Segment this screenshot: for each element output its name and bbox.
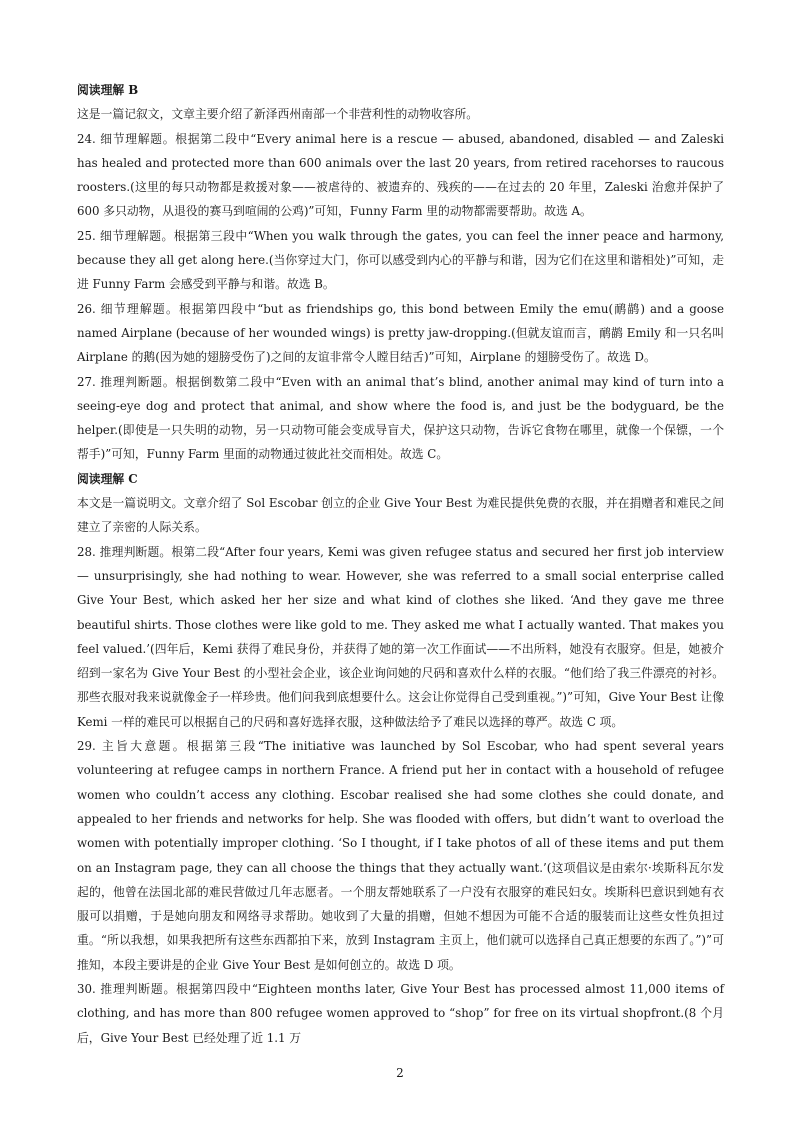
answer-25: 25. 细节理解题。根据第三段中“When you walk through the gates, you can feel the inner peace and harmony, because they all get along here.(当你穿过大门，你可以感受到内心的平静与和谐，因为它们在这里和谐相处)”可知，走进 Funny Farm 会感受到平静与和谐。故选 B。	[77, 228, 724, 292]
section-heading: 阅读理解 B	[77, 83, 139, 97]
page-number: 2	[396, 1066, 404, 1080]
answer-26: 26. 细节理解题。根据第四段中“but as friendships go, this bond between Emily the emu(鸸鹋) and a goose named Airplane (because of her wounded wings) is pretty jaw-dropping.(但就友谊而言，鸸鹋 Emily 和一只名叫 Airplane 的鹅(因为她的翅膀受伤了)之间的友谊非常令人瞠目结舌)”可知，Airplane 的翅膀受伤了。故选 D。	[77, 301, 724, 365]
answer-24: 24. 细节理解题。根据第二段中“Every animal here is a rescue — abused, abandoned, disabled — and Zaleski has healed and protected more than 600 animals over the last 20 years, from retired racehorses to raucous roosters.(这里的每只动物都是救援对象——被虐待的、被遗弃的、残疾的——在过去的 20 年里，Zaleski 治愈并保护了 600 多只动物，从退役的赛马到喧闹的公鸡)”可知，Funny Farm 里的动物都需要帮助。故选 A。	[77, 131, 724, 219]
section-reading-c	[77, 467, 724, 1050]
answer-29: 29. 主旨大意题。根据第三段“The initiative was launched by Sol Escobar, who had spent several years volunteering at refugee camps in northern France. A friend put her in contact with a household of refugee women who couldn’t access any clothing. Escobar realised she had some clothes she could donate, and appealed to her friends and networks for help. She was flooded with offers, but didn’t want to overload the women with potentially improper clothing. ‘So I thought, if I take photos of all of these items and put them on an Instagram page, they can all choose the things that they actually want.’(这项倡议是由索尔·埃斯科瓦尔发起的，他曾在法国北部的难民营做过几年志愿者。一个朋友帮她联系了一户没有衣服穿的难民妇女。埃斯科巴意识到她有衣服可以捐赠，于是她向朋友和网络寻求帮助。她收到了大量的捐赠，但她不想因为可能不合适的服装而让这些女性负担过重。“所以我想，如果我把所有这些东西都拍下来，放到 Instagram 主页上，他们就可以选择自己真正想要的东西了。”)”可推知，本段主要讲是的企业 Give Your Best 是如何创立的。故选 D 项。	[77, 739, 724, 972]
page-content	[77, 78, 724, 1050]
answer-28: 28. 推理判断题。根第二段“After four years, Kemi was given refugee status and secured her first job interview — unsurprisingly, she had nothing to wear. However, she was referred to a small social enterprise called Give Your Best, which asked her her size and what kind of clothes she liked. ‘And they gave me three beautiful shirts. Those clothes were like gold to me. They asked me what I actually wanted. That makes you feel valued.’(四年后，Kemi 获得了难民身份，并获得了她的第一次工作面试——不出所料，她没有衣服穿。但是，她被介绍到一家名为 Give Your Best 的小型社会企业，该企业询问她的尺码和喜欢什么样的衣服。“他们给了我三件漂亮的衬衫。那些衣服对我来说就像金子一样珍贵。他们问我到底想要什么。这会让你觉得自己受到重视。”)”可知，Give Your Best 让像 Kemi 一样的难民可以根据自己的尺码和喜好选择衣服，这种做法给予了难民以选择的尊严。故选 C 项。	[77, 544, 724, 729]
section-reading-b	[77, 78, 724, 467]
summary-paragraph: 这是一篇记叙文，文章主要介绍了新泽西州南部一个非营利性的动物收容所。	[77, 107, 479, 122]
answer-27: 27. 推理判断题。根据倒数第二段中“Even with an animal that’s blind, another animal may kind of turn into a seeing-eye dog and protect that animal, and show where the food is, and just be the bodyguard, be the helper.(即使是一只失明的动物，另一只动物可能会变成导盲犬，保护这只动物，告诉它食物在哪里，就像一个保镖，一个帮手)”可知，Funny Farm 里面的动物通过彼此社交而相处。故选 C。	[77, 374, 724, 462]
summary-paragraph: 本文是一篇说明文。文章介绍了 Sol Escobar 创立的企业 Give Your Best 为难民提供免费的衣服，并在捐赠者和难民之间建立了亲密的人际关系。	[77, 496, 724, 535]
answer-30: 30. 推理判断题。根据第四段中“Eighteen months later, Give Your Best has processed almost 11,000 items of clothing, and has more than 800 refugee women approved to “shop” for free on its virtual shopfront.(8 个月后，Give Your Best 已经处理了近 1.1 万	[77, 981, 724, 1045]
section-heading: 阅读理解 C	[77, 471, 138, 486]
